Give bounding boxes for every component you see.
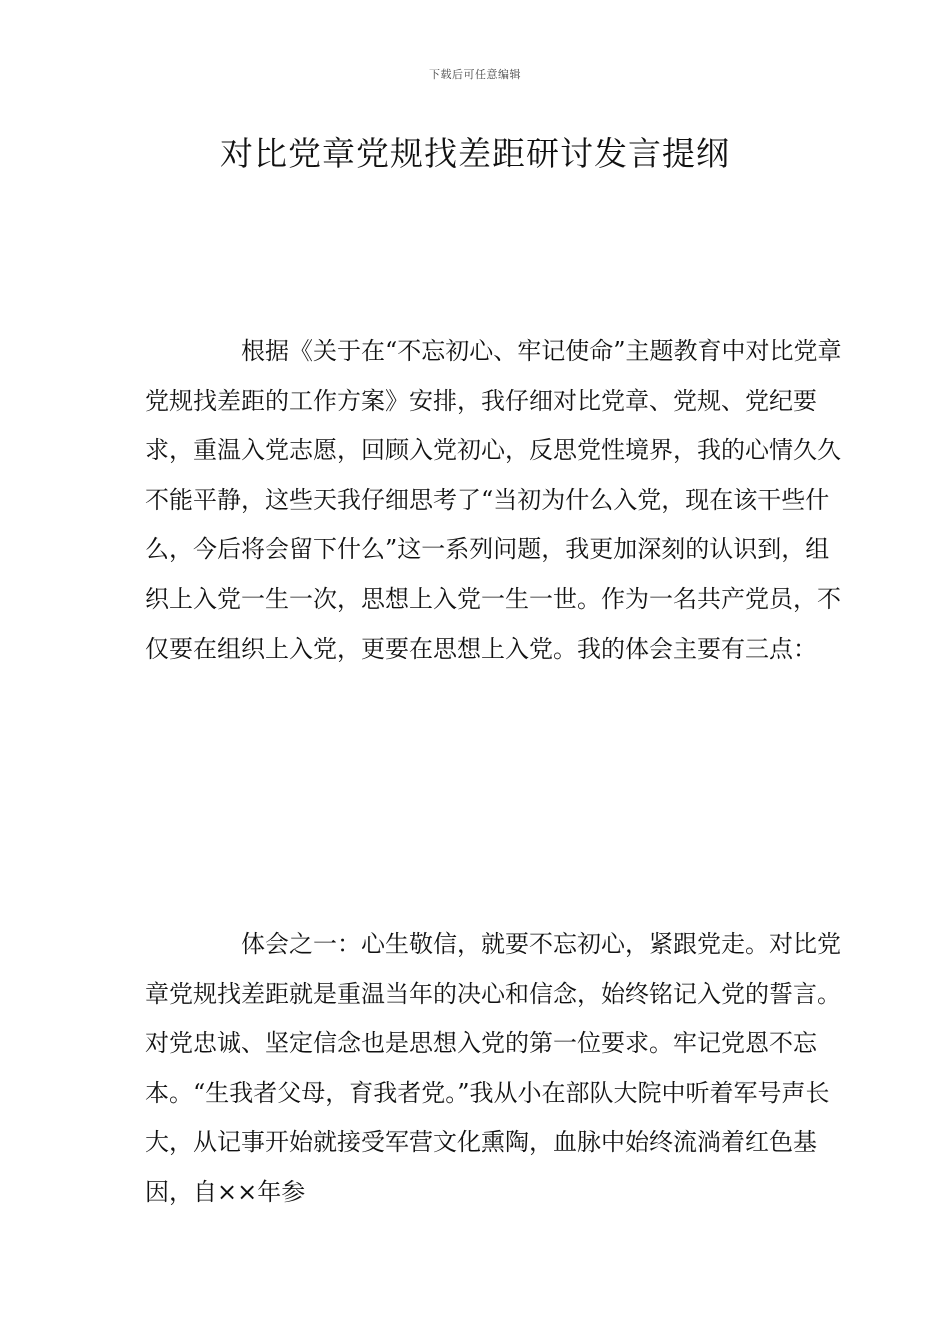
body-paragraph-2: 体会之一：心生敬信，就要不忘初心，紧跟党走。对比党章党规找差距就是重温当年的决心和信念，始终铭记入党的誓言。对党忠诚、坚定信念也是思想入党的第一位要求。牢记党恩不忘本。“生我者父母，育我者党。”我从小在部队大院中听着军号声长大，从记事开始就接受军营文化熏陶，血脉中始终流淌着红色基因，自××年参 bbox=[145, 930, 841, 1206]
body-paragraph-1: 根据《关于在“不忘初心、牢记使命”主题教育中对比党章党规找差距的工作方案》安排，我仔细对比党章、党规、党纪要求，重温入党志愿，回顾入党初心，反思党性境界，我的心情久久不能平静，这些天我仔细思考了“当初为什么入党，现在该干些什么，今后将会留下什么”这一系列问题，我更加深刻的认识到，组织上入党一生一次，思想上入党一生一世。作为一名共产党员，不仅要在组织上入党，更要在思想上入党。我的体会主要有三点： bbox=[145, 337, 842, 663]
header-note: 下载后可任意编辑 bbox=[429, 68, 521, 81]
document-title: 对比党章党规找差距研讨发言提纲 bbox=[220, 134, 730, 173]
